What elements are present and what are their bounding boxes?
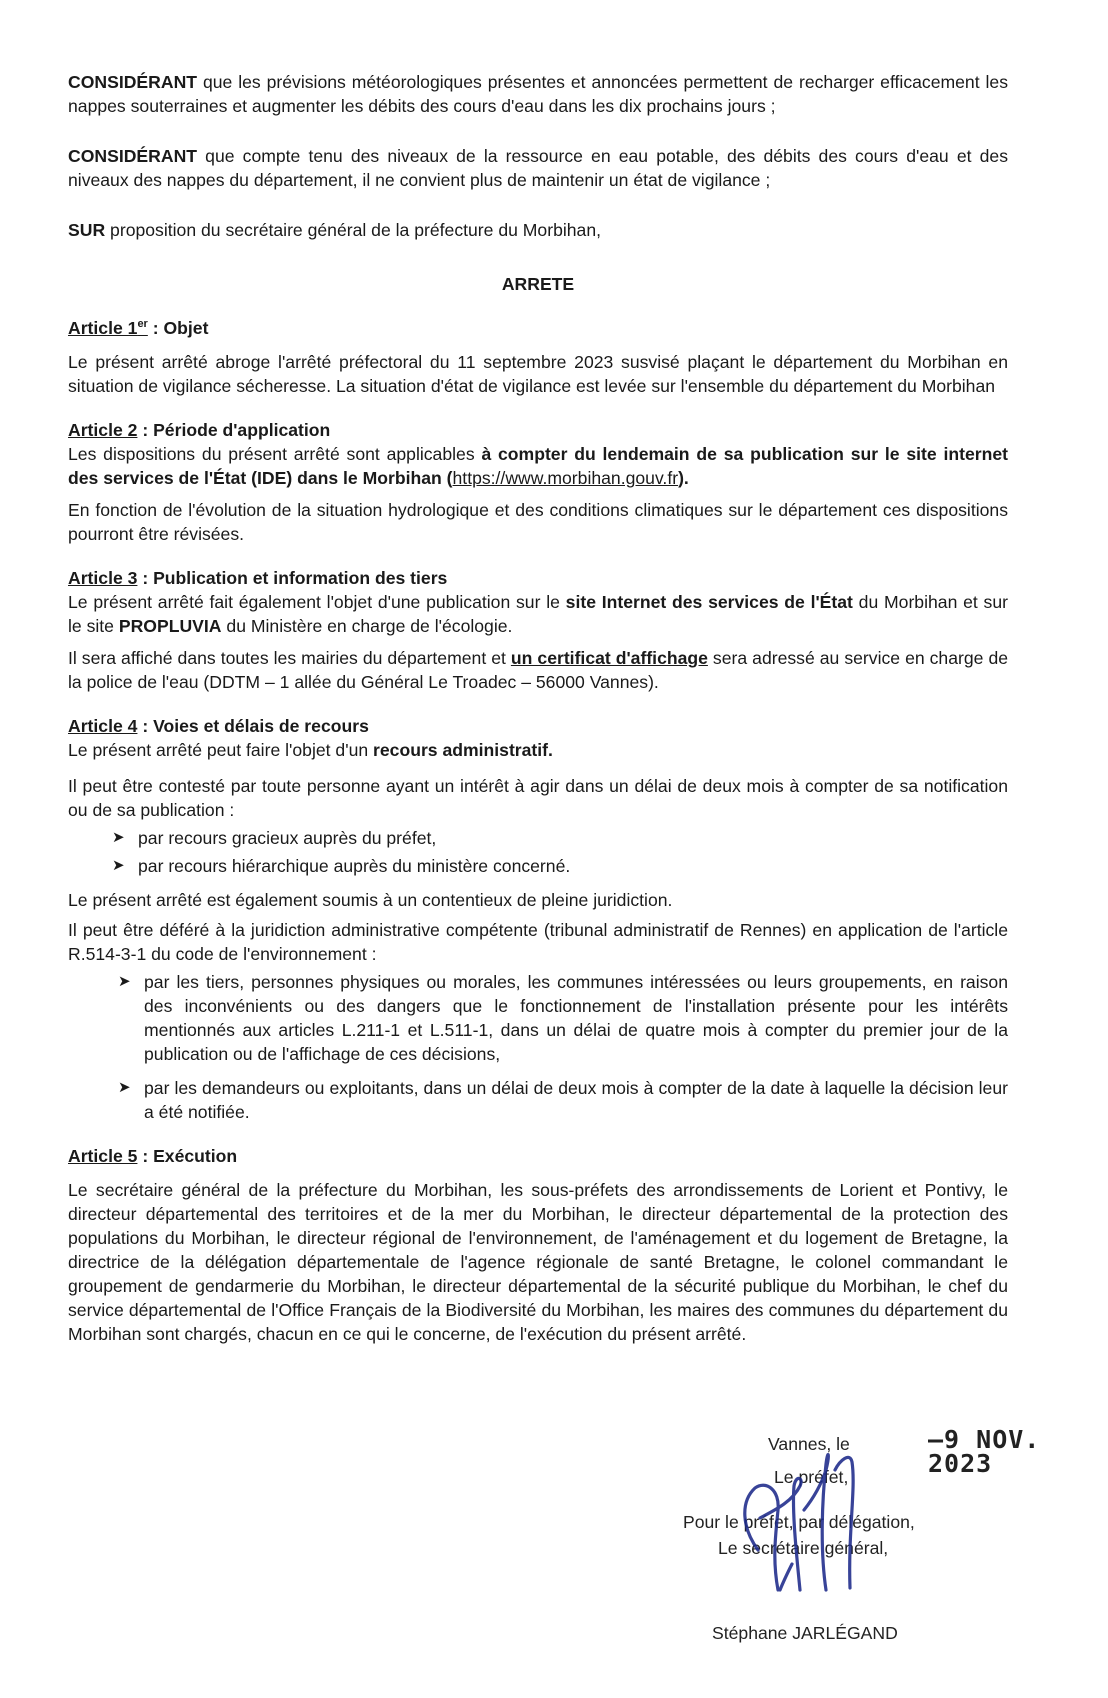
- handwritten-signature-icon: [700, 1440, 900, 1600]
- list-item: ➤ par les demandeurs ou exploitants, dans un délai de deux mois à compter de la date à laquelle la décision leur a été notifiée.: [118, 1078, 1008, 1122]
- delegation-label: Pour le préfet, par délégation,: [683, 1512, 915, 1532]
- article-2-heading: Article 2 : Période d'application: [68, 420, 331, 440]
- morbihan-gouv-link[interactable]: https://www.morbihan.gouv.fr: [452, 468, 679, 488]
- article-1-heading: Article 1er : Objet: [68, 318, 209, 338]
- arrow-bullet-icon: ➤: [112, 857, 125, 874]
- article-4-heading: Article 4 : Voies et délais de recours: [68, 716, 369, 736]
- arrow-bullet-icon: ➤: [112, 829, 125, 846]
- article-3-p1: Le présent arrêté fait également l'objet d'une publication sur le site Internet des services de l'État du Morbihan et sur le site PROPLUVIA du Ministère en charge de l'écologie.: [68, 592, 1008, 636]
- article-1-text: Le présent arrêté abroge l'arrêté préfectoral du 11 septembre 2023 susvisé plaçant le département du Morbihan en situation de vigilance sécheresse. La situation d'état de vigilance est levée sur l'ensemble du département du Morbihan: [68, 352, 1008, 396]
- article-4-p1: Le présent arrêté peut faire l'objet d'un recours administratif.: [68, 740, 553, 760]
- article-3-heading: Article 3 : Publication et information des tiers: [68, 568, 448, 588]
- article-5-heading: Article 5 : Exécution: [68, 1146, 238, 1166]
- article-4-p2: Il peut être contesté par toute personne ayant un intérêt à agir dans un délai de deux mois à compter de sa notification ou de sa publication :: [68, 776, 1008, 820]
- sur-proposition: SUR proposition du secrétaire général de la préfecture du Morbihan,: [68, 220, 602, 240]
- signatory-name: Stéphane JARLÉGAND: [712, 1623, 898, 1643]
- article-4-p4: Il peut être déféré à la juridiction administrative compétente (tribunal administratif de Rennes) en application de l'article R.514-3-1 du code de l'environnement :: [68, 920, 1008, 964]
- article-4-p3: Le présent arrêté est également soumis à un contentieux de pleine juridiction.: [68, 890, 673, 910]
- prefet-label: Le préfet,: [774, 1467, 849, 1487]
- considerant-1: CONSIDÉRANT que les prévisions météorologiques présentes et annoncées permettent de recharger efficacement les nappes souterraines et augmenter les débits des cours d'eau dans les dix prochains jours ;: [68, 72, 1008, 116]
- arrow-bullet-icon: ➤: [118, 973, 131, 990]
- deferement-list: [68, 970, 1008, 1124]
- document-body: [68, 70, 1008, 1346]
- arrete-title: ARRETE: [501, 274, 575, 294]
- list-item: ➤ par recours gracieux auprès du préfet,: [112, 828, 437, 848]
- article-2-p1: Les dispositions du présent arrêté sont applicables à compter du lendemain de sa publication sur le site internet des services de l'État (IDE) dans le Morbihan (https://www.morbihan.gouv.fr).: [68, 444, 1009, 488]
- recours-list: [68, 826, 1008, 878]
- secretaire-label: Le secrétaire général,: [718, 1538, 889, 1558]
- article-2-p2: En fonction de l'évolution de la situation hydrologique et des conditions climatiques sur le département ces dispositions pourront être révisées.: [68, 500, 1008, 544]
- list-item: ➤ par recours hiérarchique auprès du ministère concerné.: [112, 856, 571, 876]
- date-stamp: –9 NOV. 2023: [928, 1425, 1041, 1478]
- article-5-text: Le secrétaire général de la préfecture du Morbihan, les sous-préfets des arrondissements de Lorient et Pontivy, le directeur départemental des territoires et de la mer du Morbihan, le directeur départemental de la protection des populations du Morbihan, le directeur régional de l'environnement, de l'aménagement et du logement de Bretagne, la directrice de la délégation départementale de l'agence régionale de santé Bretagne, le colonel commandant le groupement de gendarmerie du Morbihan, le directeur départemental de la sécurité publique du Morbihan, le chef du service départemental de l'Office Français de la Biodiversité du Morbihan, les maires des communes du département du Morbihan sont chargés, chacun en ce qui le concerne, de l'exécution du présent arrêté.: [68, 1180, 1008, 1344]
- considerant-2: CONSIDÉRANT que compte tenu des niveaux de la ressource en eau potable, des débits des cours d'eau et des niveaux des nappes du département, il ne convient plus de maintenir un état de vigilance ;: [68, 146, 1008, 190]
- list-item: ➤ par les tiers, personnes physiques ou morales, les communes intéressées ou leurs groupements, en raison des inconvénients ou des dangers que le fonctionnement de l'installation présente pour les intérêts mentionnés aux articles L.211-1 et L.511-1, dans un délai de quatre mois à compter du premier jour de la publication ou de l'affichage de ces décisions,: [118, 972, 1008, 1064]
- place-date-label: Vannes, le: [768, 1434, 850, 1454]
- arrow-bullet-icon: ➤: [118, 1079, 131, 1096]
- article-3-p2: Il sera affiché dans toutes les mairies du département et un certificat d'affichage sera adressé au service en charge de la police de l'eau (DDTM – 1 allée du Général Le Troadec – 56000 Vannes).: [68, 648, 1009, 692]
